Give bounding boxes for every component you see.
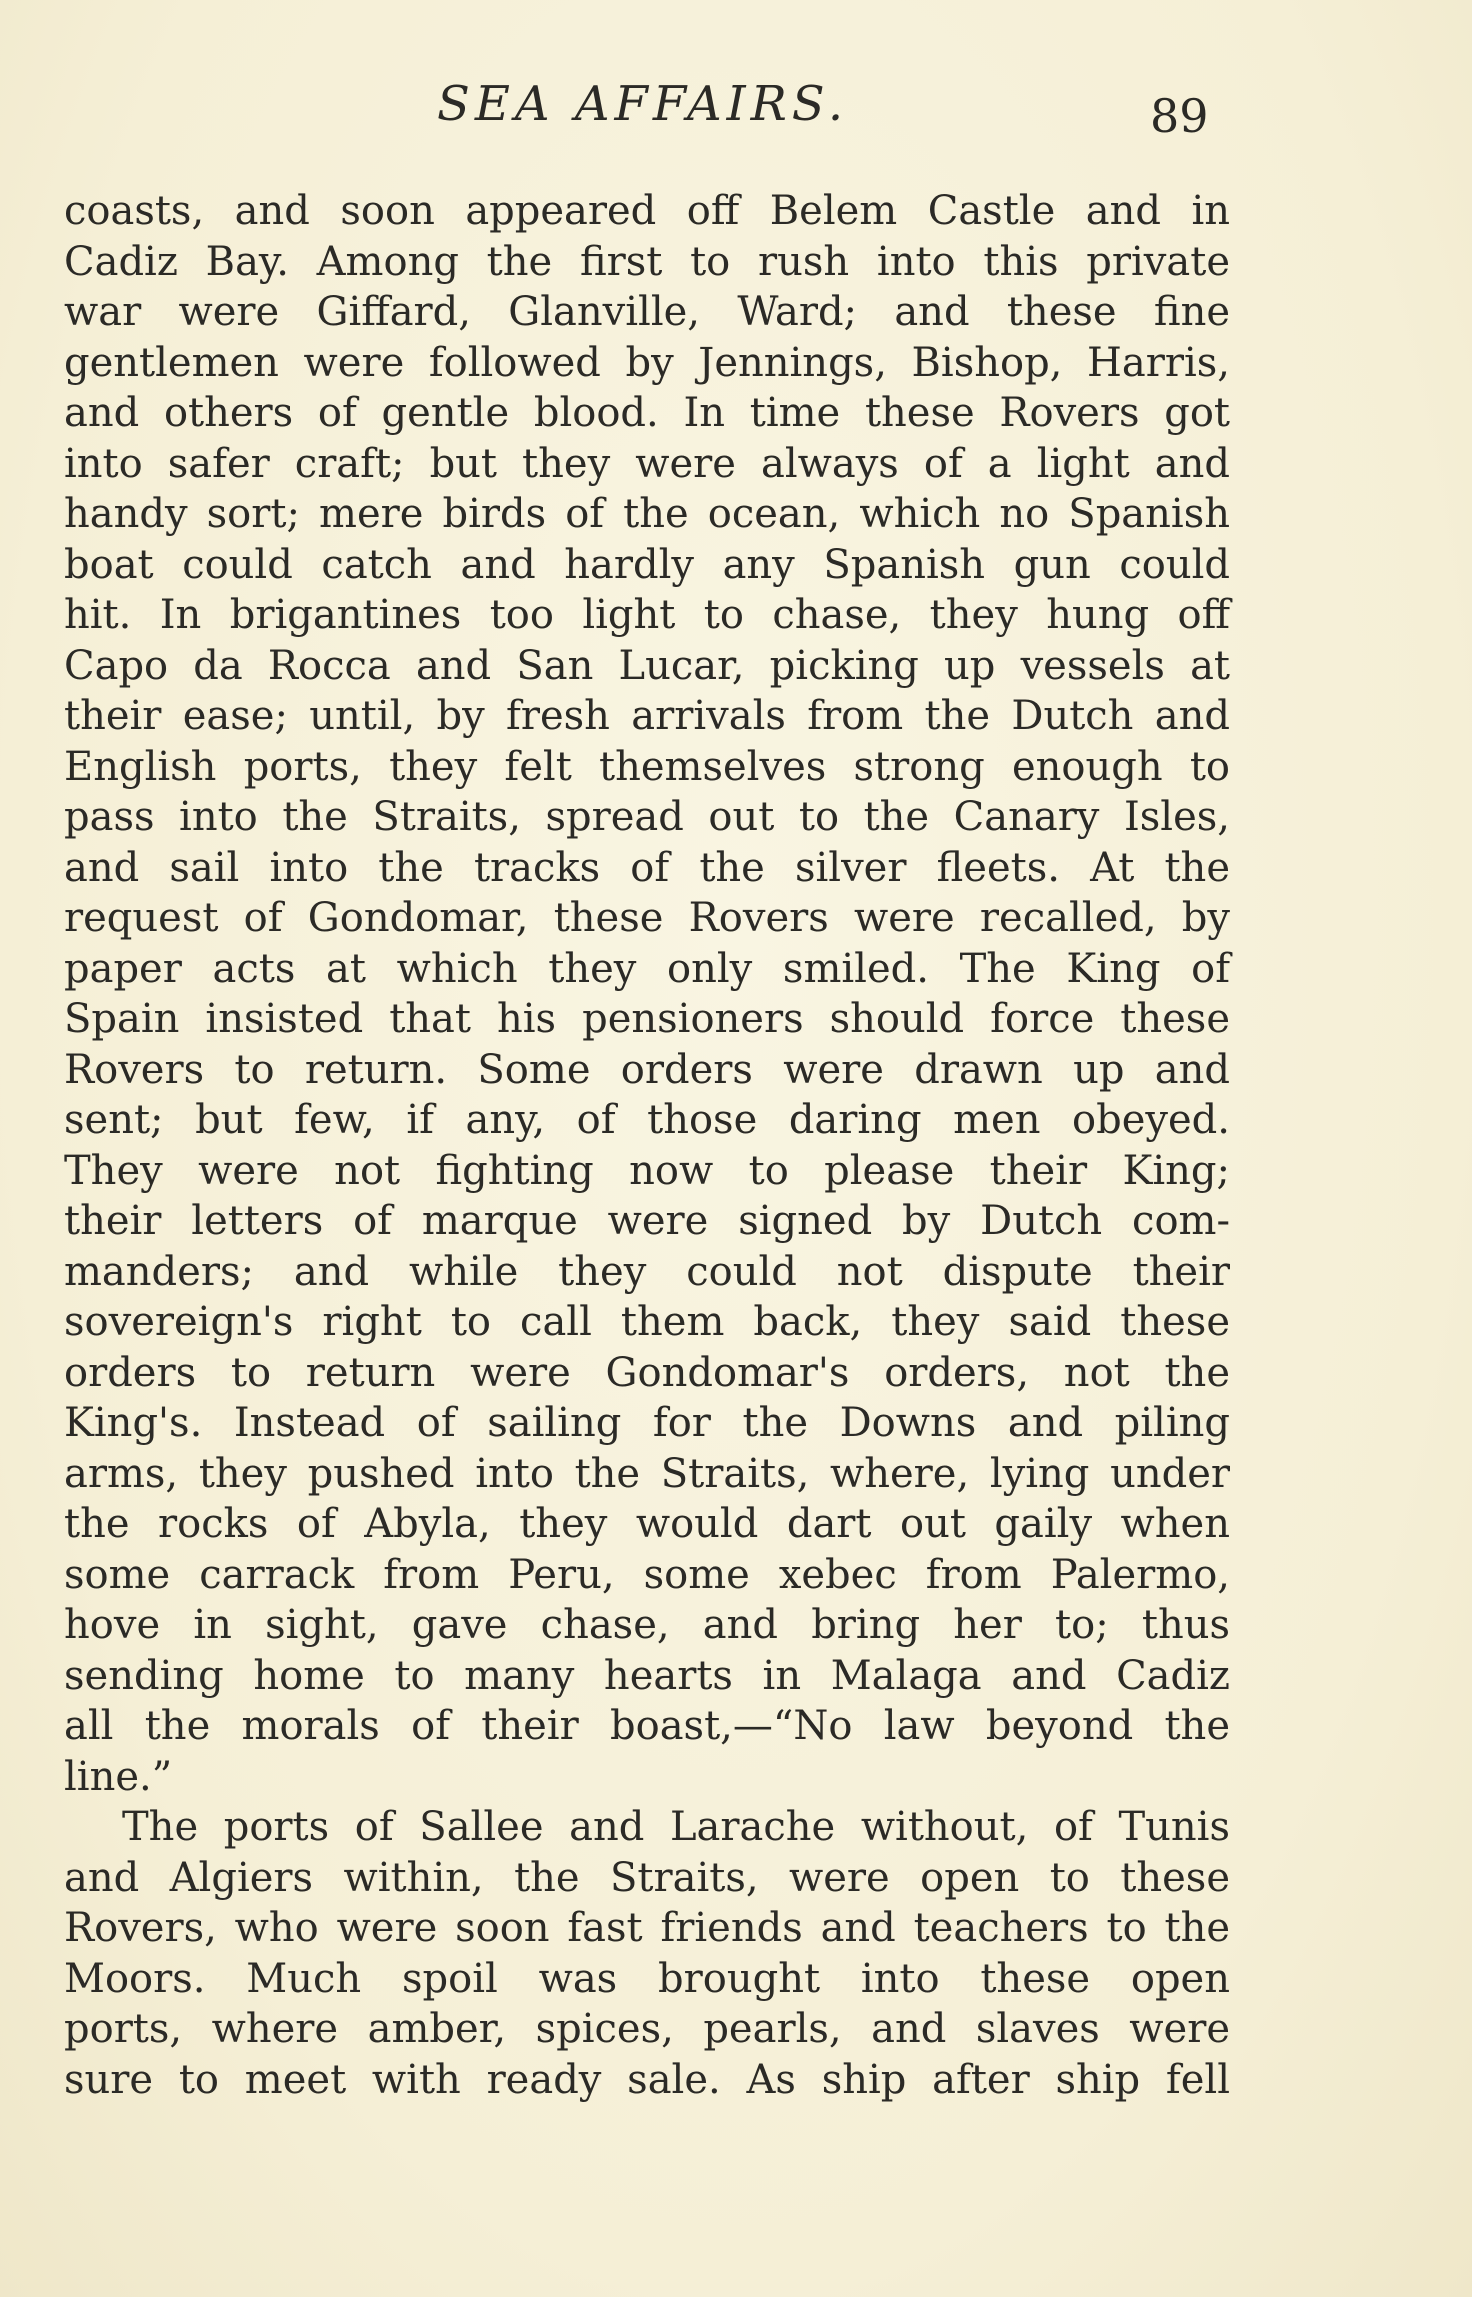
text-line: coasts, and soon appeared off Belem Castle and in [64, 188, 1230, 234]
text-line: pass into the Straits, spread out to the Canary Isles, [64, 794, 1230, 840]
text-line: into safer craft; but they were always of a light and [64, 440, 1230, 487]
text-line: their letters of marque were signed by Dutch com- [64, 1198, 1230, 1244]
page-number: 89 [1150, 89, 1209, 143]
text-line: Moors. Much spoil was brought into these open [64, 1955, 1230, 2002]
text-line: manders; and while they could not dispute their [64, 1248, 1230, 1295]
text-line: hove in sight, gave chase, and bring her to; thus [64, 1602, 1230, 1648]
text-line: handy sort; mere birds of the ocean, which no Spanish [64, 491, 1230, 537]
text-line: sure to meet with ready sale. As ship after ship fell [64, 2056, 1230, 2103]
text-line: King's. Instead of sailing for the Downs and piling [64, 1400, 1230, 1446]
body-text [64, 186, 1230, 2105]
text-line: gentlemen were followed by Jennings, Bishop, Harris, [64, 339, 1230, 386]
text-line: sending home to many hearts in Malaga and Cadiz [64, 1652, 1230, 1699]
text-line: and Algiers within, the Straits, were open to these [64, 1854, 1230, 1901]
text-line: Spain insisted that his pensioners should force these [64, 996, 1230, 1042]
text-line: They were not fighting now to please their King; [64, 1147, 1230, 1194]
text-line: boat could catch and hardly any Spanish gun could [64, 541, 1230, 588]
text-line: Capo da Rocca and San Lucar, picking up vessels at [64, 642, 1230, 689]
text-line: orders to return were Gondomar's orders, not the [64, 1349, 1230, 1396]
paragraph-end-line: line.” [64, 1753, 173, 1800]
text-line: some carrack from Peru, some xebec from Palermo, [64, 1551, 1230, 1598]
text-line: hit. In brigantines too light to chase, they hung off [64, 592, 1230, 638]
text-line: arms, they pushed into the Straits, where, lying under [64, 1450, 1230, 1497]
text-line: the rocks of Abyla, they would dart out gaily when [64, 1501, 1230, 1547]
paragraph-start-line: The ports of Sallee and Larache without, of Tunis [122, 1804, 1230, 1850]
text-line: Rovers to return. Some orders were drawn up and [64, 1046, 1230, 1093]
running-head [0, 74, 1472, 144]
text-line: and others of gentle blood. In time these Rovers got [64, 390, 1230, 436]
text-line: all the morals of their boast,—“No law beyond the [64, 1703, 1230, 1749]
running-head-title: SEA AFFAIRS. [437, 76, 849, 132]
text-line: war were Giffard, Glanville, Ward; and these fine [64, 289, 1230, 335]
text-line: English ports, they felt themselves strong enough to [64, 743, 1230, 790]
text-line: Rovers, who were soon fast friends and teachers to the [64, 1905, 1230, 1951]
text-line: paper acts at which they only smiled. The King of [64, 945, 1230, 992]
text-line: ports, where amber, spices, pearls, and slaves were [64, 2006, 1230, 2052]
text-line: Cadiz Bay. Among the first to rush into this private [64, 238, 1230, 285]
text-line: sovereign's right to call them back, they said these [64, 1299, 1230, 1345]
text-line: request of Gondomar, these Rovers were recalled, by [64, 895, 1230, 941]
text-line: sent; but few, if any, of those daring men obeyed. [64, 1097, 1230, 1143]
text-line: their ease; until, by fresh arrivals from the Dutch and [64, 693, 1230, 739]
text-line: and sail into the tracks of the silver fleets. At the [64, 844, 1230, 891]
